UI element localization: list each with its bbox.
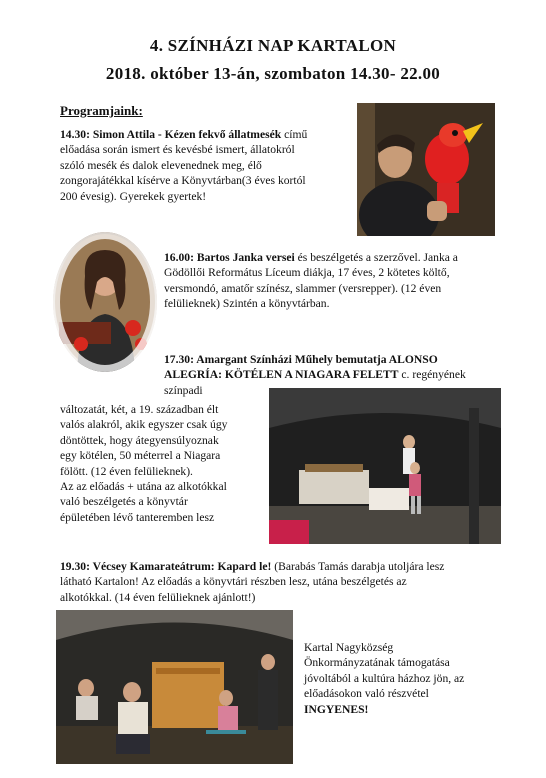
program-2-title: 16.00: Bartos Janka versei — [164, 251, 295, 264]
program-1-text: 14.30: Simon Attila - Kézen fekvő állatmesék című előadása során ismert és kevésbé ismert, állatokról szóló mesék és dalok elevenednek meg, élő zongorajátékkal kísérve a Könyvtárban(3 éves kortól 200 évesig). Gyerekek gyertek! — [60, 128, 308, 203]
program-4-title: 19.30: Vécsey Kamarateátrum: Kapard le! — [60, 560, 272, 573]
support-note: Kartal Nagyközség Önkormányzatának támogatása jóvoltából a kultúra házhoz jön, az előadásokon való részvétel INGYENES! — [304, 641, 465, 716]
page-title: 4. SZÍNHÁZI NAP KARTALON — [149, 36, 397, 55]
photo-stage-performance — [269, 388, 501, 544]
photo-puppeteer — [357, 103, 495, 236]
programs-heading: Programjaink: — [60, 103, 143, 118]
program-3-play-title: ALEGRÍA: KÖTÉLEN A NIAGARA FELETT — [164, 368, 399, 382]
photo-poet — [53, 232, 157, 372]
page-subtitle-date: 2018. október 13-án, szombaton 14.30- 22.00 — [105, 64, 441, 83]
program-3-text: változatát, két, a 19. században élt valós alakról, akik egyszer csak úgy döntöttek, hogy átegyensúlyoznak egy kötélen, 50 méterrel a Niagara fölött. (12 éven felülieknek). Az az előadás + utána az alkotókkal való beszélgetés a könyvtár épületében lévő tanteremben lesz — [60, 403, 228, 524]
program-2-text: 16.00: Bartos Janka versei és beszélgetés a szerzővel. Janka a Gödöllői Református Líceum diákja, 17 éves, 2 kötetes költő, versmondó, amatőr színész, slammer (versrepper). (12 éven felülieknek) Szintén a könyvtárban. — [164, 251, 458, 311]
program-3-title: 17.30: Amargant Színházi Műhely bemutatja ALONSO — [164, 353, 438, 366]
free-entry-label: INGYENES! — [304, 702, 369, 716]
photo-chamber-theatre — [56, 610, 293, 764]
program-1-title: 14.30: Simon Attila - Kézen fekvő állatmesék — [60, 128, 282, 141]
program-4-text: 19.30: Vécsey Kamarateátrum: Kapard le! (Barabás Tamás darabja utoljára lesz látható Kartalon! Az előadás a könyvtári részben lesz, utána beszélgetés az alkotókkal. (14 éven felülieknek ajánlott!) — [60, 560, 445, 604]
program-3-heading: 17.30: Amargant Színházi Műhely bemutatja ALONSO ALEGRÍA: KÖTÉLEN A NIAGARA FELETT c. regényének színpadi — [164, 353, 466, 397]
